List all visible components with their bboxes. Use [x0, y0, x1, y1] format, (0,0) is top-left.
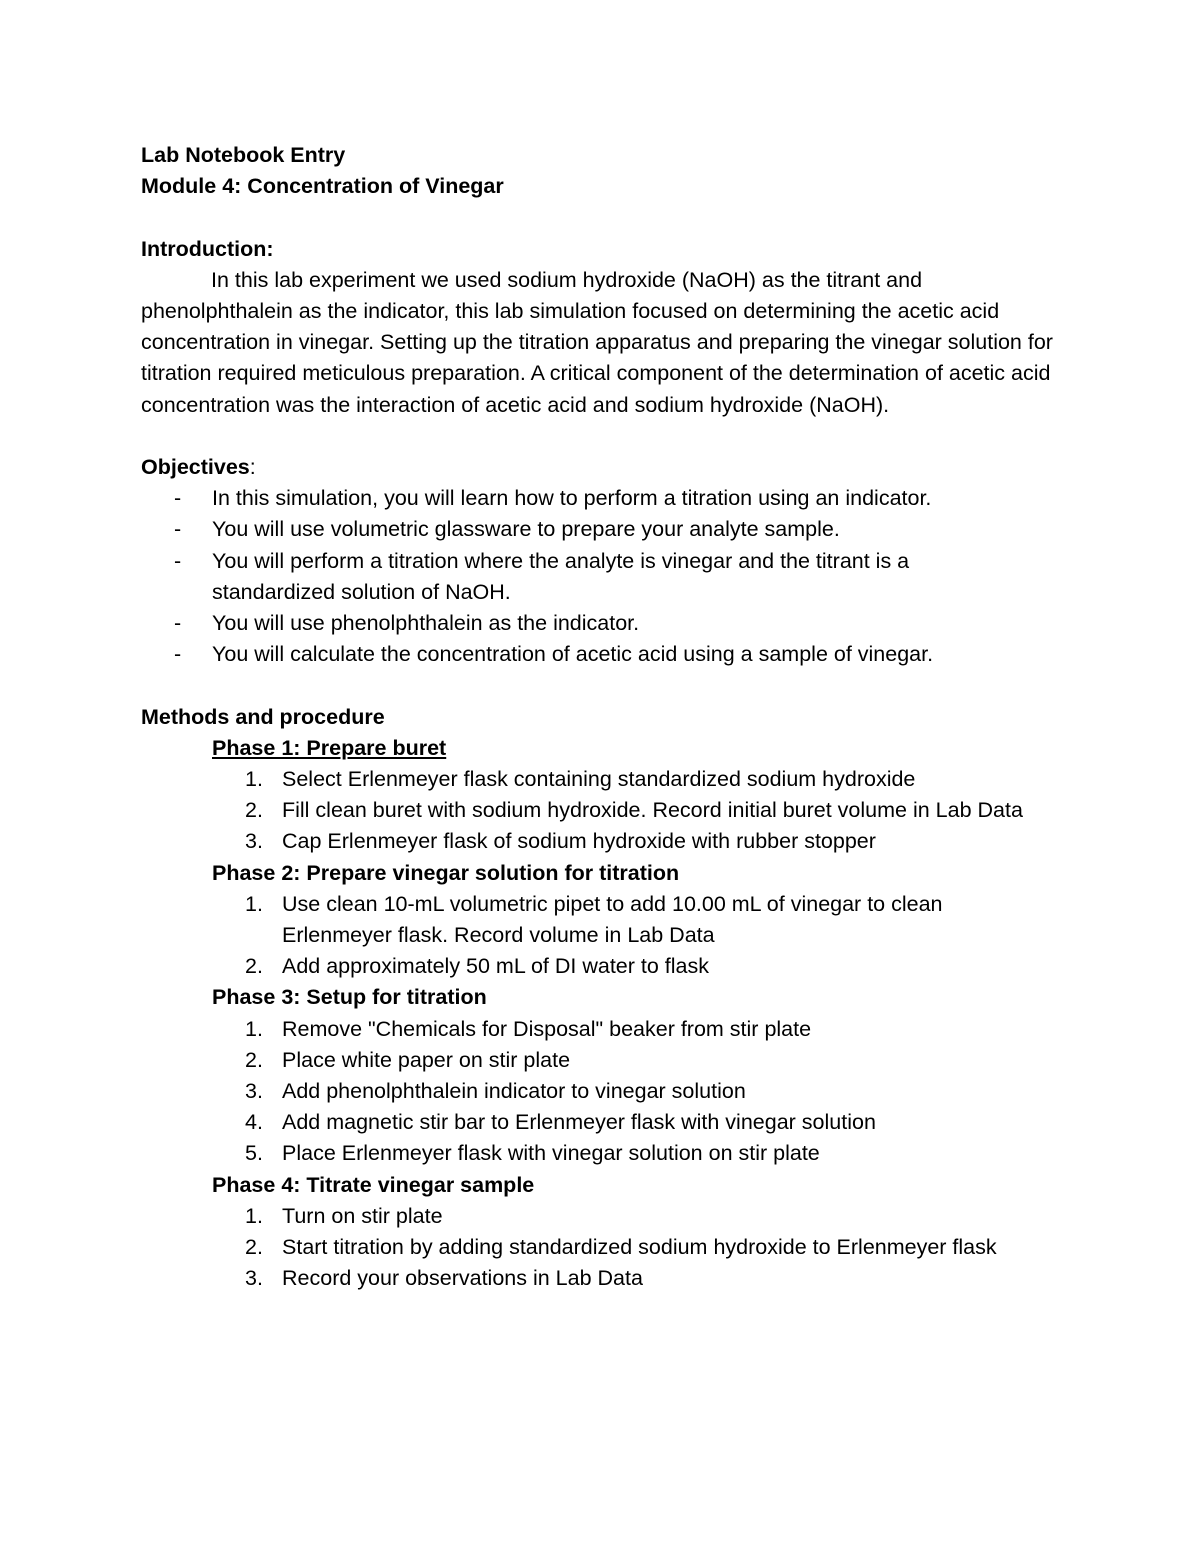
spacer [141, 670, 1061, 701]
step-number: 3. [245, 1079, 263, 1104]
phase-3-steps [141, 1014, 1061, 1170]
list-item [141, 1076, 1052, 1107]
list-item [141, 1201, 1052, 1232]
list-item [141, 889, 1052, 951]
objective-text: You will calculate the concentration of acetic acid using a sample of vinegar. [212, 642, 934, 667]
list-item [141, 826, 1052, 857]
list-item [141, 1263, 1052, 1294]
step-text: Select Erlenmeyer flask containing standardized sodium hydroxide [282, 767, 916, 792]
objective-text: You will use volumetric glassware to prepare your analyte sample. [212, 517, 840, 542]
document-page [141, 140, 1061, 1294]
objectives-heading-line [141, 452, 1061, 483]
module-title: Module 4: Concentration of Vinegar [141, 174, 504, 199]
list-item [141, 1107, 1052, 1138]
step-text: Place white paper on stir plate [282, 1047, 571, 1072]
objective-text: You will perform a titration where the analyte is vinegar and the titrant is a standardized solution of NaOH. [212, 548, 910, 604]
dash-marker: - [174, 611, 182, 636]
methods-heading: Methods and procedure [141, 704, 385, 729]
phase-2-steps [141, 889, 1061, 983]
document-title: Lab Notebook Entry [141, 143, 346, 167]
step-text: Start titration by adding standardized sodium hydroxide to Erlenmeyer flask [282, 1235, 997, 1260]
dash-marker: - [174, 548, 182, 573]
list-item [141, 639, 1012, 670]
objectives-list [141, 483, 1061, 670]
step-number: 1. [245, 1203, 263, 1228]
step-text: Use clean 10-mL volumetric pipet to add 10.00 mL of vinegar to clean Erlenmeyer flask. Record volume in Lab Data [282, 891, 943, 948]
list-item [141, 1045, 1052, 1076]
spacer [141, 202, 1061, 233]
dash-marker: - [174, 642, 182, 667]
step-text: Add approximately 50 mL of DI water to flask [282, 954, 710, 979]
introduction-heading: Introduction: [141, 236, 274, 261]
step-number: 2. [245, 798, 263, 823]
objective-text: You will use phenolphthalein as the indicator. [212, 611, 640, 636]
phase-4-steps [141, 1201, 1061, 1295]
step-number: 1. [245, 1016, 263, 1041]
objectives-heading: Objectives [141, 455, 250, 479]
step-number: 4. [245, 1110, 263, 1135]
objectives-section [141, 452, 1061, 670]
list-item [141, 951, 1052, 982]
methods-section [141, 702, 1061, 1295]
list-item [141, 1138, 1052, 1169]
list-item [141, 483, 1012, 514]
step-text: Add magnetic stir bar to Erlenmeyer flask with vinegar solution [282, 1110, 876, 1135]
step-number: 1. [245, 891, 263, 916]
phase-1-title: Phase 1: Prepare buret [212, 735, 447, 760]
objective-text: In this simulation, you will learn how to perform a titration using an indicator. [212, 486, 932, 511]
list-item [141, 608, 1012, 639]
list-item [141, 764, 1052, 795]
step-text: Remove "Chemicals for Disposal" beaker from stir plate [282, 1016, 812, 1041]
step-number: 2. [245, 1047, 263, 1072]
spacer [141, 421, 1061, 452]
phase-4-title: Phase 4: Titrate vinegar sample [212, 1172, 535, 1197]
phase-2-title: Phase 2: Prepare vinegar solution for titration [212, 860, 680, 885]
list-item [141, 546, 1012, 608]
step-number: 5. [245, 1141, 263, 1166]
dash-marker: - [174, 517, 182, 542]
step-text: Add phenolphthalein indicator to vinegar solution [282, 1079, 746, 1104]
step-number: 1. [245, 767, 263, 792]
step-number: 2. [245, 954, 263, 979]
step-text: Place Erlenmeyer flask with vinegar solution on stir plate [282, 1141, 820, 1166]
step-number: 3. [245, 1266, 263, 1291]
step-number: 2. [245, 1235, 263, 1260]
step-text: Record your observations in Lab Data [282, 1266, 643, 1291]
phase-3-title: Phase 3: Setup for titration [212, 985, 487, 1010]
list-item [141, 795, 1052, 826]
step-number: 3. [245, 829, 263, 854]
step-text: Cap Erlenmeyer flask of sodium hydroxide with rubber stopper [282, 829, 876, 854]
step-text: Fill clean buret with sodium hydroxide. Record initial buret volume in Lab Data [282, 798, 1023, 823]
dash-marker: - [174, 486, 182, 511]
list-item [141, 1232, 1052, 1263]
list-item [141, 1014, 1052, 1045]
objectives-heading-colon: : [249, 455, 256, 479]
list-item [141, 514, 1012, 545]
step-text: Turn on stir plate [282, 1203, 443, 1228]
phase-1-steps [141, 764, 1061, 858]
introduction-paragraph: In this lab experiment we used sodium hydroxide (NaOH) as the titrant and phenolphthalein as the indicator, this lab simulation focused on determining the acetic acid concentration in vinegar. Setting up the titration apparatus and preparing the vinegar solution for titration required meticulous preparation. A critical component of the determination of acetic acid concentration was the interaction of acetic acid and sodium hydroxide (NaOH). [141, 267, 1053, 417]
introduction-section [141, 234, 1061, 421]
